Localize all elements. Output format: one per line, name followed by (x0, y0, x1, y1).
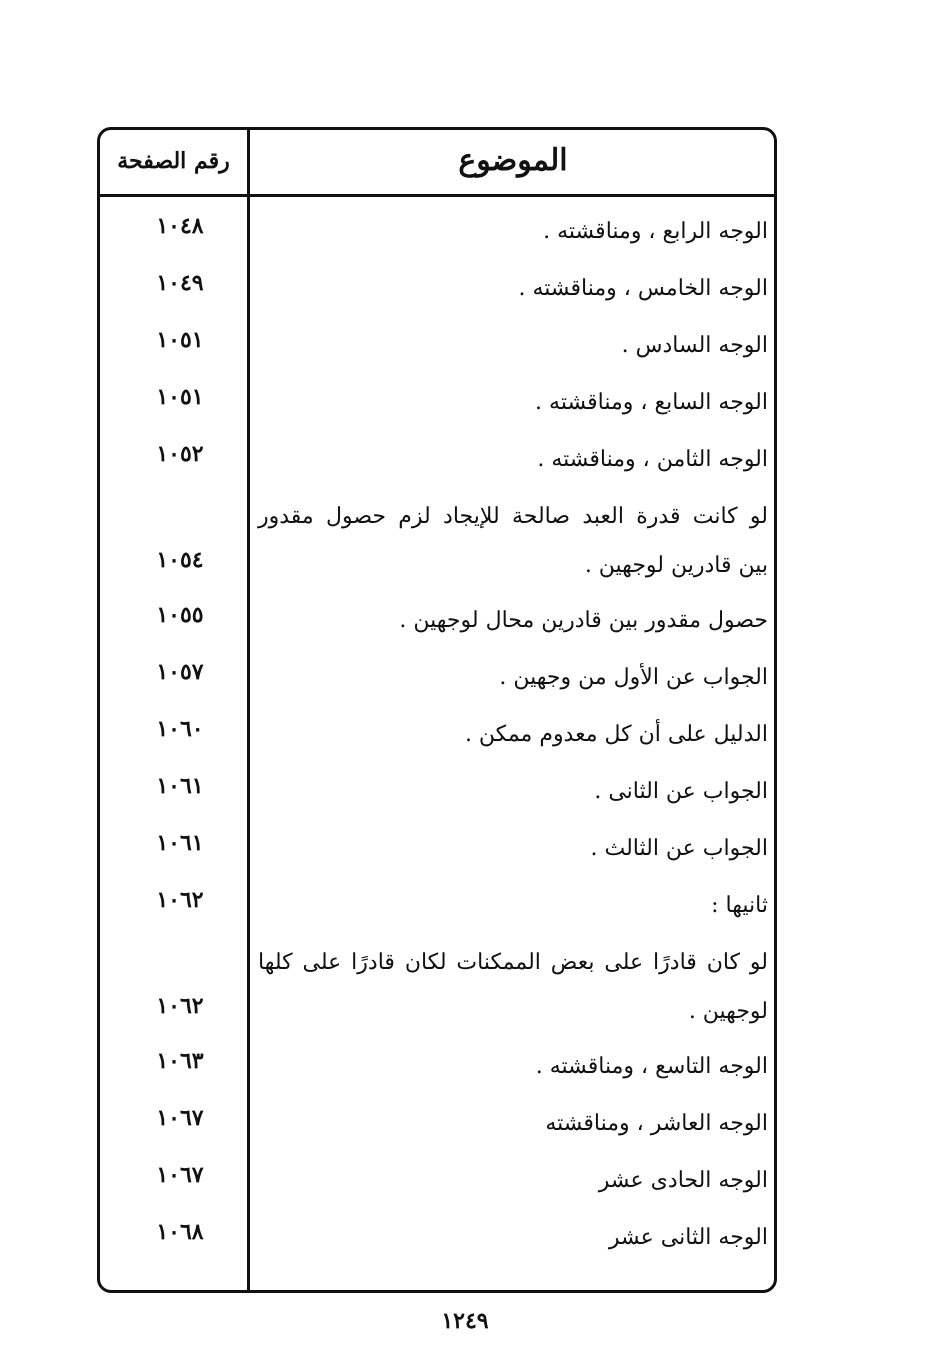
toc-page-number: ١٠٦١ (156, 773, 204, 799)
toc-row (100, 1219, 776, 1274)
toc-topic-line: الوجه التاسع ، ومناقشته . (535, 1054, 768, 1079)
toc-topic-line: الوجه الرابع ، ومناقشته . (543, 219, 768, 244)
toc-topic-line: لوجهين . (688, 999, 768, 1024)
toc-topic-line: الجواب عن الثالث . (590, 836, 768, 861)
toc-row (100, 1048, 776, 1103)
toc-topic-line: لو كان قادرًا على بعض الممكنات لكان قادرًا على كلها (258, 950, 768, 975)
toc-row (100, 213, 776, 268)
toc-row (100, 950, 776, 1048)
page-number-footer: ١٢٤٩ (441, 1308, 489, 1334)
toc-page-number: ١٠٦١ (156, 830, 204, 856)
toc-page-number: ١٠٦٢ (156, 993, 204, 1019)
toc-topic-line: الوجه الثامن ، ومناقشته . (537, 447, 768, 472)
toc-topic-line: الوجه السابع ، ومناقشته . (535, 390, 768, 415)
toc-row (100, 270, 776, 325)
toc-page-number: ١٠٤٩ (156, 270, 204, 296)
toc-page-number: ١٠٥٥ (156, 602, 204, 628)
toc-row (100, 384, 776, 439)
toc-topic-line: الوجه العاشر ، ومناقشته (545, 1111, 768, 1136)
toc-page-number: ١٠٥٢ (156, 441, 204, 467)
toc-row (100, 716, 776, 771)
toc-row (100, 773, 776, 828)
toc-topic-line: الوجه الثانى عشر (608, 1225, 768, 1250)
toc-row (100, 830, 776, 885)
toc-page-number: ١٠٦٧ (156, 1105, 204, 1131)
toc-topic-line: الوجه الخامس ، ومناقشته . (518, 276, 768, 301)
toc-topic-line: ثانيها : (711, 893, 768, 918)
toc-row (100, 887, 776, 942)
toc-row (100, 659, 776, 714)
toc-page-number: ١٠٦٨ (156, 1219, 204, 1245)
toc-page-number: ١٠٦٢ (156, 887, 204, 913)
toc-row (100, 441, 776, 496)
toc-row (100, 1105, 776, 1160)
topic-column-header: الموضوع (458, 143, 568, 178)
toc-page-number: ١٠٤٨ (156, 213, 204, 239)
toc-topic-line: الوجه الحادى عشر (598, 1168, 768, 1193)
toc-topic-line: لو كانت قدرة العبد صالحة للإيجاد لزم حصول مقدور (258, 504, 768, 529)
toc-row (100, 602, 776, 657)
toc-topic-line: الجواب عن الثانى . (594, 779, 768, 804)
toc-topic-line: حصول مقدور بين قادرين محال لوجهين . (399, 608, 768, 633)
toc-topic-line: الجواب عن الأول من وجهين . (499, 665, 768, 690)
toc-row (100, 1162, 776, 1217)
toc-page-number: ١٠٥١ (156, 384, 204, 410)
toc-page-number: ١٠٦٣ (156, 1048, 204, 1074)
toc-topic-line: الوجه السادس . (621, 333, 768, 358)
toc-row (100, 504, 776, 602)
toc-topic-line: الدليل على أن كل معدوم ممكن . (464, 722, 768, 747)
toc-page-number: ١٠٥١ (156, 327, 204, 353)
page-column-header: رقم الصفحة (117, 148, 230, 174)
toc-page-number: ١٠٦٧ (156, 1162, 204, 1188)
toc-page-number: ١٠٥٤ (156, 547, 204, 573)
toc-topic-line: بين قادرين لوجهين . (584, 553, 768, 578)
toc-page-number: ١٠٦٠ (156, 716, 204, 742)
toc-page-number: ١٠٥٧ (156, 659, 204, 685)
toc-row (100, 327, 776, 382)
